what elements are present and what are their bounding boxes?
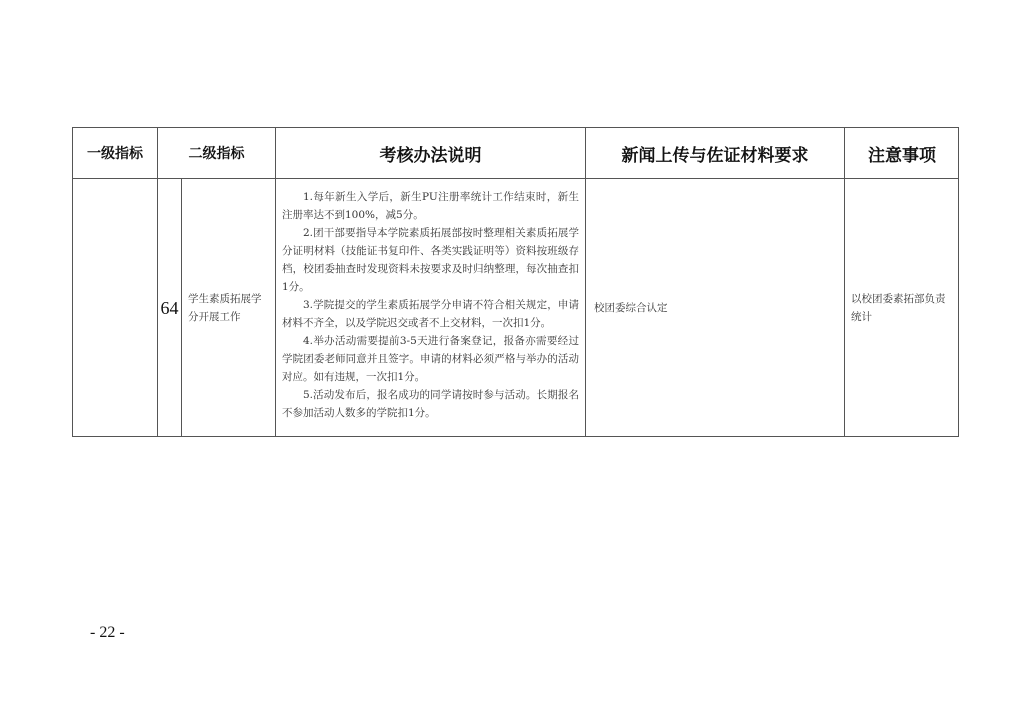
method-item: 2.团干部要指导本学院素质拓展部按时整理相关素质拓展学分证明材料（技能证书复印件、各类实践证明等）资料按班级存档，校团委抽查时发现资料未按要求及时归纳整理，每次抽查扣1分。: [282, 227, 579, 293]
header-level2: 二级指标: [188, 146, 245, 162]
row-notes-text: 以校团委素拓部负责统计: [851, 293, 946, 323]
row-level2-name-text: 学生素质拓展学分开展工作: [188, 293, 262, 323]
assessment-table: [72, 127, 959, 437]
row-method: [276, 188, 585, 422]
header-notes: 注意事项: [868, 145, 936, 166]
method-item: 5.活动发布后，报名成功的同学请按时参与活动。长期报名不参加活动人数多的学院扣1分。: [282, 389, 579, 419]
page-number: - 22 -: [90, 624, 125, 641]
row-materials-text: 校团委综合认定: [594, 302, 668, 314]
method-item: 3.学院提交的学生素质拓展学分申请不符合相关规定，申请材料不齐全，以及学院迟交或者不上交材料，一次扣1分。: [282, 299, 579, 329]
method-item: 4.举办活动需要提前3-5天进行备案登记，报备亦需要经过学院团委老师同意并且签字。申请的材料必须严格与举办的活动对应。如有违规，一次扣1分。: [282, 335, 579, 383]
row-level2-name: [182, 179, 275, 437]
header-level1: 一级指标: [87, 146, 143, 162]
header-method: 考核办法说明: [379, 145, 482, 166]
row-number: 64: [160, 297, 179, 318]
row-level1: [73, 179, 157, 437]
row-notes: [845, 179, 959, 437]
method-item: 1.每年新生入学后，新生PU注册率统计工作结束时，新生注册率达不到100%，减5分。: [282, 191, 579, 221]
row-materials: [586, 179, 844, 437]
header-materials: 新闻上传与佐证材料要求: [621, 145, 809, 166]
